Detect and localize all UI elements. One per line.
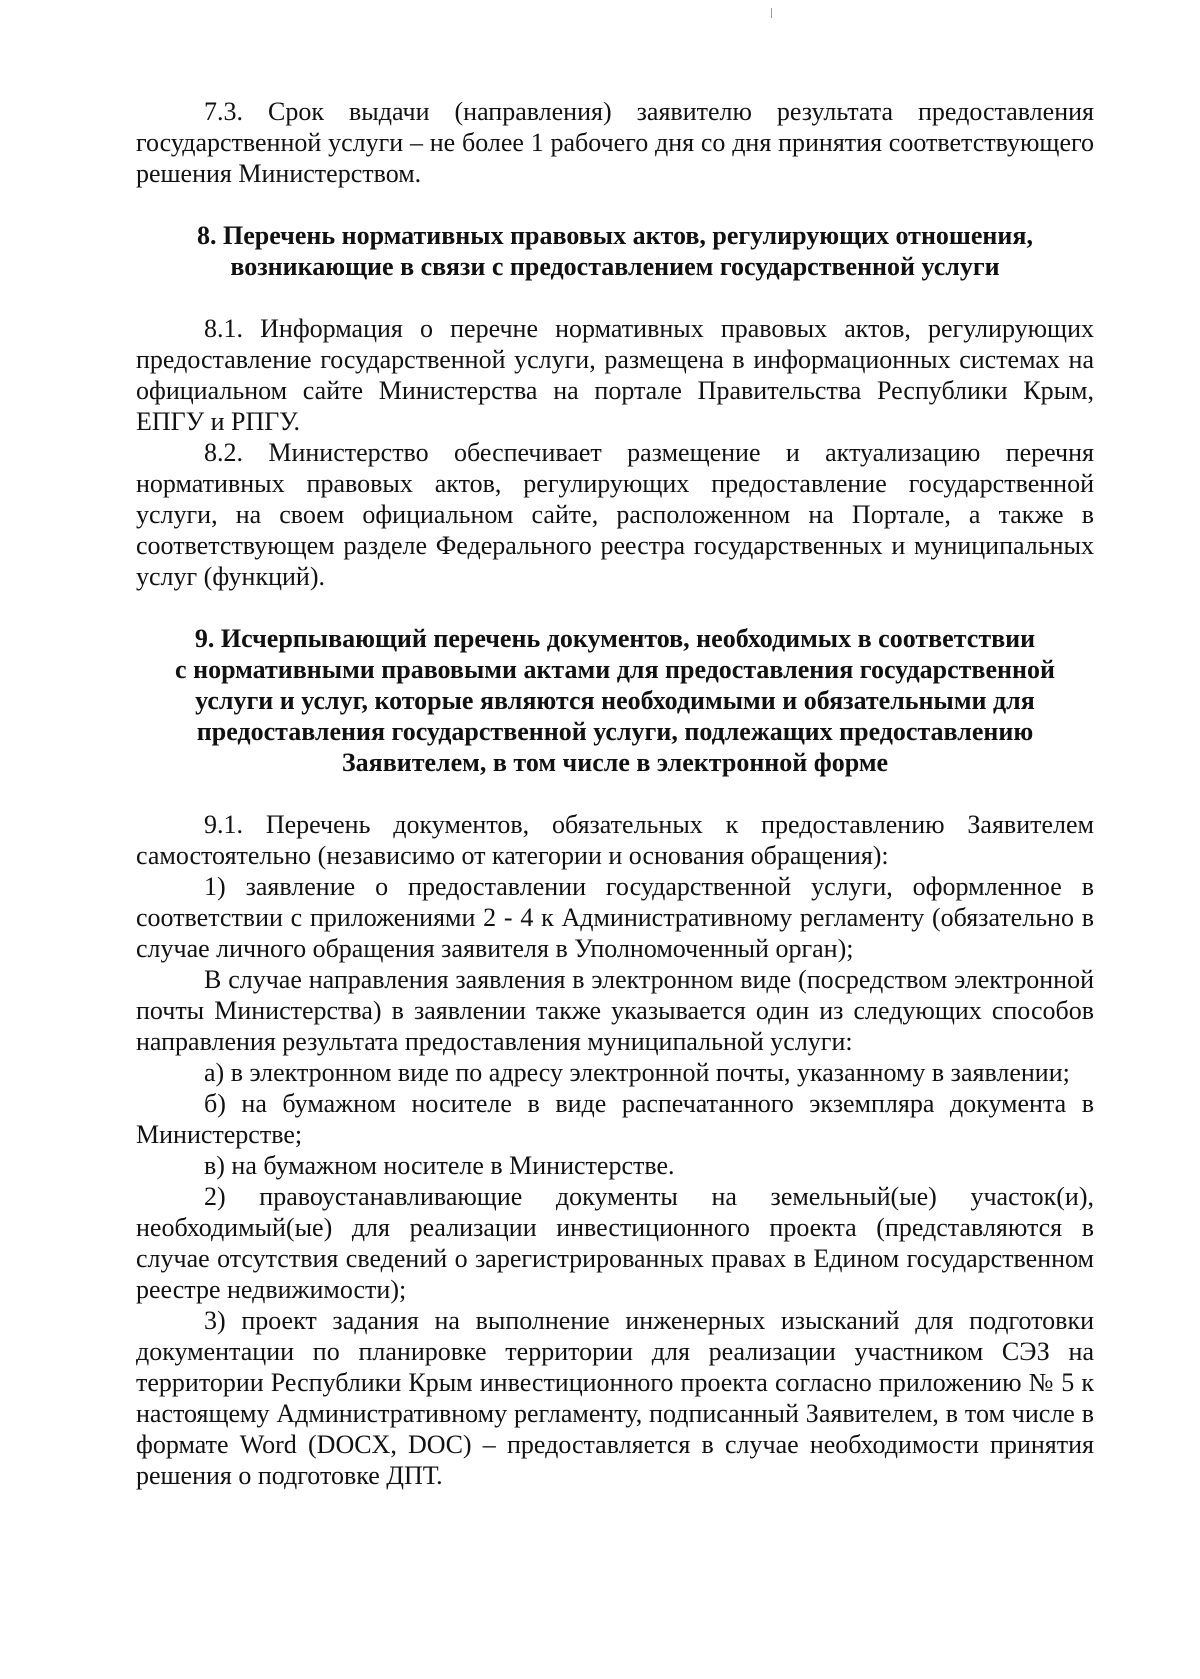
- paragraph-9-1: 9.1. Перечень документов, обязательных к предоставлению Заявителем самостоятельно (независимо от категории и основания обращения):: [136, 810, 1094, 870]
- list-item-3: 3) проект задания на выполнение инженерных изысканий для подготовки документации по планировке территории для реализации участником СЭЗ на территории Республики Крым инвестиционного проекта согласно приложению № 5 к настоящему Административному регламенту, подписанный Заявителем, в том числе в формате Word (DOCX, DOC) – предоставляется в случае необходимости принятия решения о подготовке ДПТ.: [136, 1306, 1094, 1490]
- list-item-2: 2) правоустанавливающие документы на земельный(ые) участок(и), необходимый(ые) для реализации инвестиционного проекта (представляются в случае отсутствия сведений о зарегистрированных правах в Едином государственном реестре недвижимости);: [136, 1182, 1094, 1304]
- heading-line: услуги и услуг, которые являются необходимыми и обязательными для: [195, 686, 1035, 715]
- section-9-heading: [136, 623, 1094, 778]
- paragraph-8-2: 8.2. Министерство обеспечивает размещение и актуализацию перечня нормативных правовых актов, регулирующих предоставление государственной услуги, на своем официальном сайте, расположенном на Портале, а также в соответствующем разделе Федерального реестра государственных и муниципальных услуг (функций).: [136, 438, 1094, 591]
- heading-line: предоставления государственной услуги, подлежащих предоставлению: [196, 717, 1034, 746]
- paragraph-electronic-case: В случае направления заявления в электронном виде (посредством электронной почты Министерства) в заявлении также указывается один из следующих способов направления результата предоставления муниципальной услуги:: [136, 965, 1094, 1056]
- paragraph-8-1: 8.1. Информация о перечне нормативных правовых актов, регулирующих предоставление государственной услуги, размещена в информационных системах на официальном сайте Министерства на портале Правительства Республики Крым, ЕПГУ и РПГУ.: [136, 314, 1094, 436]
- heading-line: Заявителем, в том числе в электронной форме: [341, 748, 889, 777]
- heading-line: с нормативными правовыми актами для предоставления государственной: [175, 655, 1055, 684]
- paragraph-7-3: 7.3. Срок выдачи (направления) заявителю результата предоставления государственной услуги – не более 1 рабочего дня со дня принятия соответствующего решения Министерством.: [136, 97, 1094, 188]
- list-item-a: а) в электронном виде по адресу электронной почты, указанному в заявлении;: [204, 1058, 1070, 1087]
- section-8-heading: [136, 220, 1094, 282]
- list-item-b: б) на бумажном носителе в виде распечатанного экземпляра документа в Министерстве;: [136, 1089, 1094, 1149]
- document-page: [136, 96, 1094, 1491]
- scan-mark: [771, 8, 772, 18]
- list-item-v: в) на бумажном носителе в Министерстве.: [204, 1151, 675, 1180]
- heading-line: возникающие в связи с предоставлением государственной услуги: [230, 252, 1000, 281]
- list-item-1: 1) заявление о предоставлении государственной услуги, оформленное в соответствии с приложениями 2 - 4 к Административному регламенту (обязательно в случае личного обращения заявителя в Уполномоченный орган);: [136, 872, 1094, 963]
- section-8-body: [136, 313, 1094, 592]
- heading-line: 8. Перечень нормативных правовых актов, регулирующих отношения,: [197, 221, 1033, 250]
- heading-line: 9. Исчерпывающий перечень документов, необходимых в соответствии: [194, 624, 1036, 653]
- section-9-body: [136, 809, 1094, 1491]
